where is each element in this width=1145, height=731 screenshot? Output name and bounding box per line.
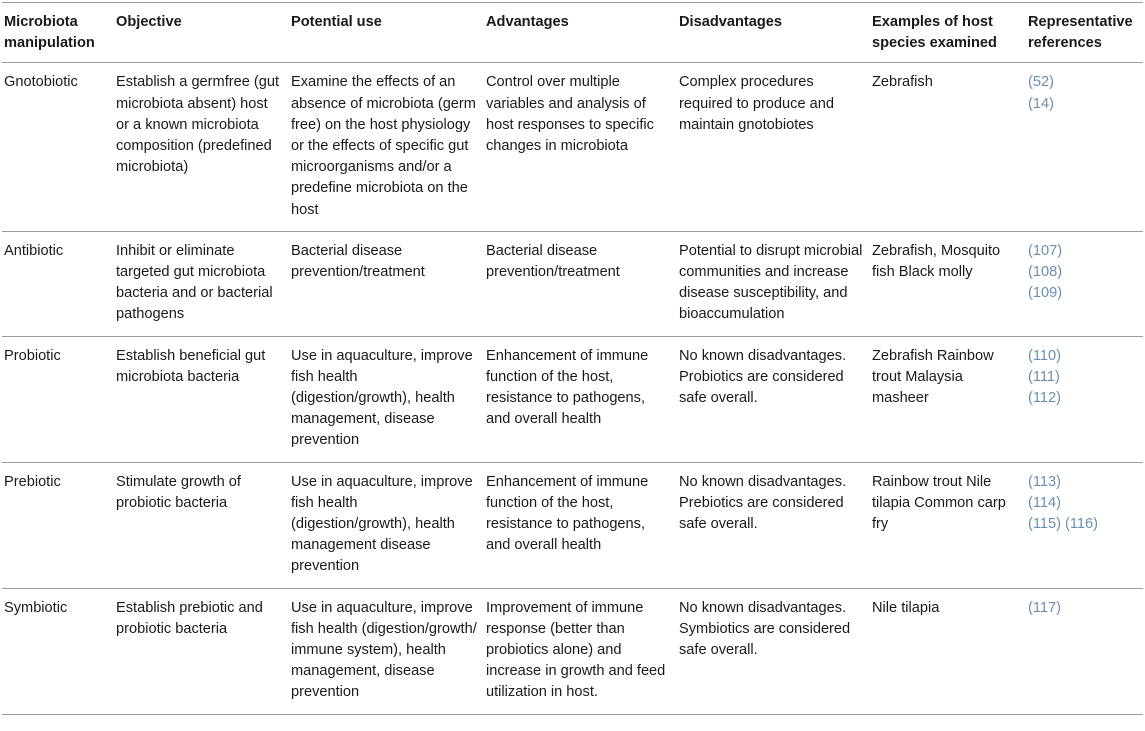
cell-references: [1026, 231, 1143, 336]
cell-references: [1026, 588, 1143, 714]
cell-manipulation: Antibiotic: [4, 242, 64, 259]
reference-link[interactable]: (114): [1028, 494, 1061, 511]
reference-link[interactable]: (115) (116): [1028, 516, 1099, 533]
reference-link[interactable]: (110): [1028, 347, 1061, 364]
cell-host-species: Zebrafish Rainbow trout Malaysia masheer: [872, 347, 994, 407]
cell-host-species: Rainbow trout Nile tilapia Common carp fry: [872, 473, 1006, 533]
reference-link[interactable]: (109): [1028, 285, 1063, 302]
cell-references: [1026, 462, 1143, 588]
cell-disadvantages: No known disadvantages. Probiotics are considered safe overall.: [679, 347, 847, 407]
cell-disadvantages: Complex procedures required to produce and maintain gnotobiotes: [679, 74, 834, 133]
cell-manipulation: Symbiotic: [4, 599, 68, 616]
cell-potential-use: Examine the effects of an absence of microbiota (germ free) on the host physiology or the effects of specific gut microorganisms and/or a predefine microbiota on the host: [291, 74, 476, 218]
cell-manipulation: Prebiotic: [4, 473, 61, 490]
cell-potential-use: Bacterial disease prevention/treatment: [291, 242, 425, 281]
col-header-host-species: Examples of host species examined: [872, 14, 997, 52]
cell-objective: Inhibit or eliminate targeted gut microbiota bacteria and or bacterial pathogens: [116, 242, 273, 323]
reference-link[interactable]: (117): [1028, 599, 1061, 616]
cell-manipulation: Probiotic: [4, 347, 61, 364]
cell-references: [1026, 63, 1143, 231]
header-row: [2, 3, 1143, 63]
table-row: [2, 231, 1143, 336]
cell-advantages: Bacterial disease prevention/treatment: [486, 242, 620, 281]
col-header-potential-use: Potential use: [291, 14, 382, 30]
reference-link[interactable]: (14): [1028, 95, 1054, 112]
col-header-disadvantages: Disadvantages: [679, 14, 783, 30]
table-row: [2, 588, 1143, 714]
cell-advantages: Control over multiple variables and analysis of host responses to specific changes in microbiota: [486, 74, 654, 155]
cell-disadvantages: No known disadvantages. Prebiotics are considered safe overall.: [679, 473, 847, 533]
reference-link[interactable]: (113): [1028, 473, 1061, 490]
table-row: [2, 462, 1143, 588]
cell-advantages: Enhancement of immune function of the host, resistance to pathogens, and overall health: [486, 347, 649, 428]
col-header-advantages: Advantages: [486, 14, 569, 30]
cell-objective: Establish beneficial gut microbiota bacteria: [116, 347, 266, 385]
cell-objective: Establish prebiotic and probiotic bacteria: [116, 599, 263, 637]
reference-link[interactable]: (111): [1028, 368, 1060, 385]
cell-disadvantages: No known disadvantages. Symbiotics are considered safe overall.: [679, 599, 851, 659]
cell-host-species: Zebrafish: [872, 74, 933, 91]
table-row: [2, 336, 1143, 462]
col-header-objective: Objective: [116, 14, 182, 30]
col-header-manipulation: Microbiota manipulation: [4, 14, 95, 52]
cell-potential-use: Use in aquaculture, improve fish health (digestion/growth), health management, disease prevention: [291, 347, 473, 449]
cell-advantages: Enhancement of immune function of the host, resistance to pathogens, and overall health: [486, 473, 649, 554]
cell-references: [1026, 336, 1143, 462]
cell-objective: Stimulate growth of probiotic bacteria: [116, 473, 241, 511]
reference-link[interactable]: (112): [1028, 390, 1061, 407]
cell-objective: Establish a germfree (gut microbiota absent) host or a known microbiota composition (predefined microbiota): [116, 74, 280, 176]
reference-link[interactable]: (108): [1028, 264, 1063, 281]
cell-host-species: Zebrafish, Mosquito fish Black molly: [872, 242, 1001, 281]
table-row: [2, 63, 1143, 231]
cell-potential-use: Use in aquaculture, improve fish health (digestion/growth/ immune system), health management, disease prevention: [291, 599, 477, 701]
cell-disadvantages: Potential to disrupt microbial communities and increase disease susceptibility, and bioaccumulation: [679, 242, 863, 323]
cell-advantages: Improvement of immune response (better than probiotics alone) and increase in growth and feed utilization in host.: [486, 599, 666, 701]
reference-link[interactable]: (107): [1028, 242, 1063, 259]
cell-potential-use: Use in aquaculture, improve fish health (digestion/growth), health management disease prevention: [291, 473, 473, 575]
cell-host-species: Nile tilapia: [872, 599, 940, 616]
cell-manipulation: Gnotobiotic: [4, 74, 78, 91]
col-header-references: Representative references: [1028, 14, 1133, 52]
microbiota-table: [2, 2, 1143, 715]
reference-link[interactable]: (52): [1028, 74, 1054, 91]
